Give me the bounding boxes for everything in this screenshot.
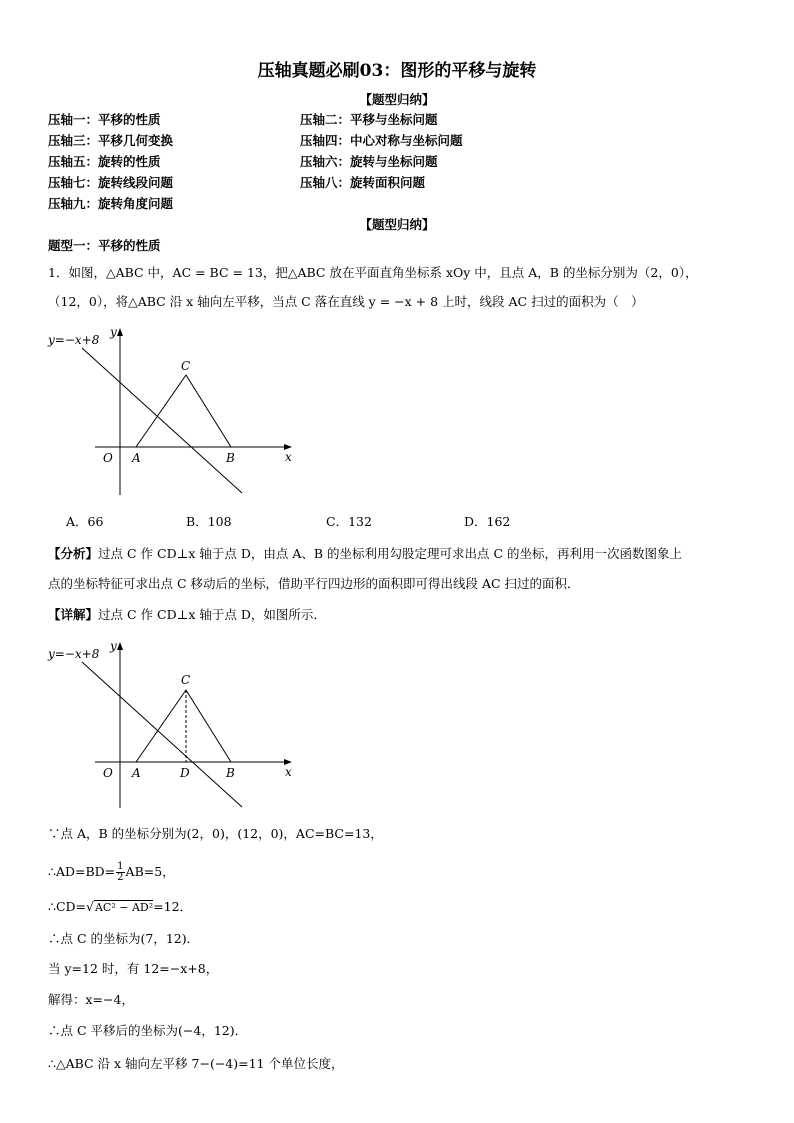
summary-item-6: 压轴六：旋转与坐标问题	[300, 154, 438, 169]
page-title: 压轴真题必刷03：图形的平移与旋转	[257, 61, 537, 81]
solution-step-3	[48, 899, 192, 916]
solution-step-1: ∵点 A，B 的坐标分别为(2，0)，(12，0)，AC=BC=13，	[48, 826, 383, 841]
section-heading: 【题型归纳】	[359, 217, 435, 232]
fraction-one-half	[116, 862, 124, 883]
point-c-label: C	[181, 359, 191, 373]
line-label: y=−x+8	[48, 647, 100, 661]
question-type-label: 题型一：平移的性质	[48, 238, 161, 253]
figure-1-coordinate-diagram	[40, 320, 310, 510]
detail-text: 过点 C 作 CD⊥x 轴于点 D，如图所示．	[98, 607, 326, 622]
summary-item-2: 压轴二：平移与坐标问题	[300, 112, 438, 127]
y-axis-arrow-icon	[117, 642, 123, 650]
figure-2-coordinate-diagram	[40, 636, 310, 826]
step-3-prefix: ∴CD=	[48, 899, 87, 914]
solution-step-2	[48, 862, 175, 883]
origin-label: O	[103, 766, 113, 780]
solution-step-4: ∴点 C 的坐标为(7，12)．	[48, 931, 200, 946]
detail-tag: 【详解】	[48, 607, 99, 622]
solution-step-8: ∴△ABC 沿 x 轴向左平移 7−(−4)=11 个单位长度，	[48, 1056, 344, 1071]
summary-item-7: 压轴七：旋转线段问题	[48, 175, 174, 190]
summary-item-8: 压轴八：旋转面积问题	[300, 175, 426, 190]
line-y-eq-neg-x-plus-8	[82, 662, 242, 807]
y-axis-label: y	[110, 325, 117, 339]
fraction-denominator: 2	[117, 872, 124, 883]
step-3-suffix: =12．	[153, 899, 193, 914]
summary-item-9: 压轴九：旋转角度问题	[48, 196, 174, 211]
line-label: y=−x+8	[48, 333, 100, 347]
point-a-label: A	[132, 766, 141, 780]
summary-item-1: 压轴一：平移的性质	[48, 112, 161, 127]
point-d-label: D	[180, 766, 190, 780]
summary-item-5: 压轴五：旋转的性质	[48, 154, 161, 169]
fraction-numerator: 1	[117, 861, 124, 872]
summary-item-4: 压轴四：中心对称与坐标问题	[300, 133, 463, 148]
triangle-abc	[136, 375, 231, 447]
step-2-prefix: ∴AD=BD=	[48, 864, 116, 879]
analysis-line-1	[48, 546, 682, 562]
choice-b: B．108	[186, 514, 232, 529]
line-y-eq-neg-x-plus-8	[82, 348, 242, 493]
x-axis-label: x	[285, 765, 292, 779]
solution-step-5: 当 y=12 时，有 12=−x+8，	[48, 961, 219, 976]
triangle-abc	[136, 690, 231, 762]
question-line-2: （12，0），将△ABC 沿 x 轴向左平移，当点 C 落在直线 y = −x + 8 上时，线段 AC 扫过的面积为（ ）	[48, 294, 644, 309]
analysis-text-1: 过点 C 作 CD⊥x 轴于点 D，由点 A、B 的坐标利用勾股定理可求出点 C 的坐标，再利用一次函数图象上	[98, 546, 683, 561]
summary-heading: 【题型归纳】	[359, 92, 435, 107]
step-2-suffix: AB=5，	[125, 864, 175, 879]
point-b-label: B	[226, 766, 235, 780]
choice-c: C．132	[326, 514, 372, 529]
choice-a: A．66	[66, 514, 104, 529]
analysis-tag: 【分析】	[48, 546, 99, 561]
detail-line	[48, 607, 326, 623]
choice-d: D．162	[464, 514, 511, 529]
y-axis-arrow-icon	[117, 328, 123, 336]
y-axis-label: y	[110, 639, 117, 653]
summary-item-3: 压轴三：平移几何变换	[48, 133, 174, 148]
solution-step-6: 解得：x=−4，	[48, 992, 134, 1007]
analysis-line-2: 点的坐标特征可求出点 C 移动后的坐标，借助平行四边形的面积即可得出线段 AC 扫过的面积．	[48, 576, 580, 591]
solution-step-7: ∴点 C 平移后的坐标为(−4，12)．	[48, 1023, 248, 1038]
sqrt-radicand: AC² − AD²	[94, 901, 154, 914]
x-axis-label: x	[285, 450, 292, 464]
point-c-label: C	[181, 673, 191, 687]
sqrt-icon: √	[86, 899, 94, 914]
origin-label: O	[103, 451, 113, 465]
point-b-label: B	[226, 451, 235, 465]
question-line-1: 1．如图，△ABC 中，AC = BC = 13，把△ABC 放在平面直角坐标系 xOy 中，且点 A，B 的坐标分别为（2，0），	[48, 265, 698, 280]
point-a-label: A	[132, 451, 141, 465]
